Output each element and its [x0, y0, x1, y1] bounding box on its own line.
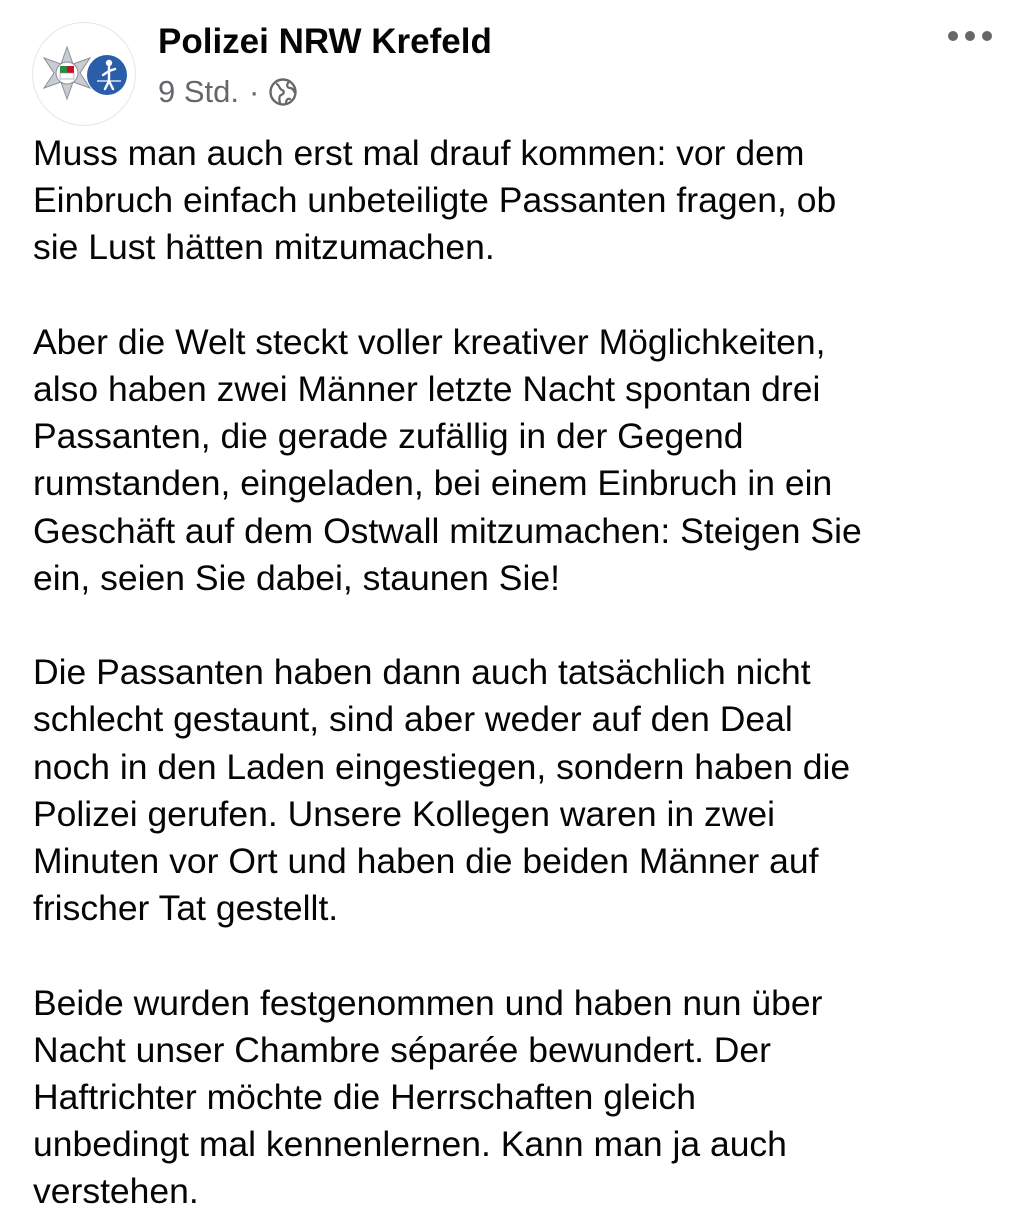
text-line: verstehen.: [33, 1171, 199, 1212]
post-paragraph: [33, 980, 993, 1216]
post-paragraph: [33, 130, 993, 272]
post-text: [33, 130, 993, 1216]
police-star-logo-icon: [33, 23, 136, 126]
globe-icon[interactable]: [267, 76, 299, 108]
more-options-button[interactable]: [948, 24, 992, 48]
text-line: Muss man auch erst mal drauf kommen: vor dem: [33, 133, 805, 173]
text-line: schlecht gestaunt, sind aber weder auf den Deal: [33, 699, 793, 740]
text-line: Polizei gerufen. Unsere Kollegen waren in zwei: [33, 793, 775, 834]
text-line: Aber die Welt steckt voller kreativer Möglichkeiten,: [33, 321, 826, 362]
text-line: frischer Tat gestellt.: [33, 888, 339, 929]
text-line: Einbruch einfach unbeteiligte Passanten fragen, ob: [33, 180, 837, 221]
text-line: Geschäft auf dem Ostwall mitzumachen: Steigen Sie: [33, 510, 862, 551]
post-timestamp[interactable]: 9 Std.: [158, 74, 239, 109]
text-line: noch in den Laden eingestiegen, sondern haben die: [33, 746, 851, 787]
text-line: Die Passanten haben dann auch tatsächlich nicht: [33, 652, 811, 693]
text-line: ein, seien Sie dabei, staunen Sie!: [33, 557, 560, 598]
post-header: [32, 22, 1000, 122]
more-options-dot: [982, 31, 992, 41]
more-options-dot: [948, 31, 958, 41]
more-options-dot: [965, 31, 975, 41]
text-line: also haben zwei Männer letzte Nacht spontan drei: [33, 369, 821, 409]
text-line: Passanten, die gerade zufällig in der Gegend: [33, 416, 744, 457]
text-line: unbedingt mal kennenlernen. Kann man ja auch: [33, 1124, 787, 1165]
text-line: sie Lust hätten mitzumachen.: [33, 227, 495, 268]
post-meta: [158, 74, 299, 110]
text-line: Haftrichter möchte die Herrschaften gleich: [33, 1077, 696, 1118]
page-name[interactable]: Polizei NRW Krefeld: [158, 22, 492, 61]
post-paragraph: [33, 649, 993, 932]
profile-avatar[interactable]: [32, 22, 136, 126]
text-line: Beide wurden festgenommen und haben nun über: [33, 982, 823, 1023]
meta-separator: ·: [249, 74, 260, 109]
text-line: rumstanden, eingeladen, bei einem Einbruch in ein: [33, 463, 833, 504]
post-paragraph: [33, 319, 993, 602]
text-line: Minuten vor Ort und haben die beiden Männer auf: [33, 841, 819, 882]
text-line: Nacht unser Chambre séparée bewundert. Der: [33, 1029, 771, 1070]
